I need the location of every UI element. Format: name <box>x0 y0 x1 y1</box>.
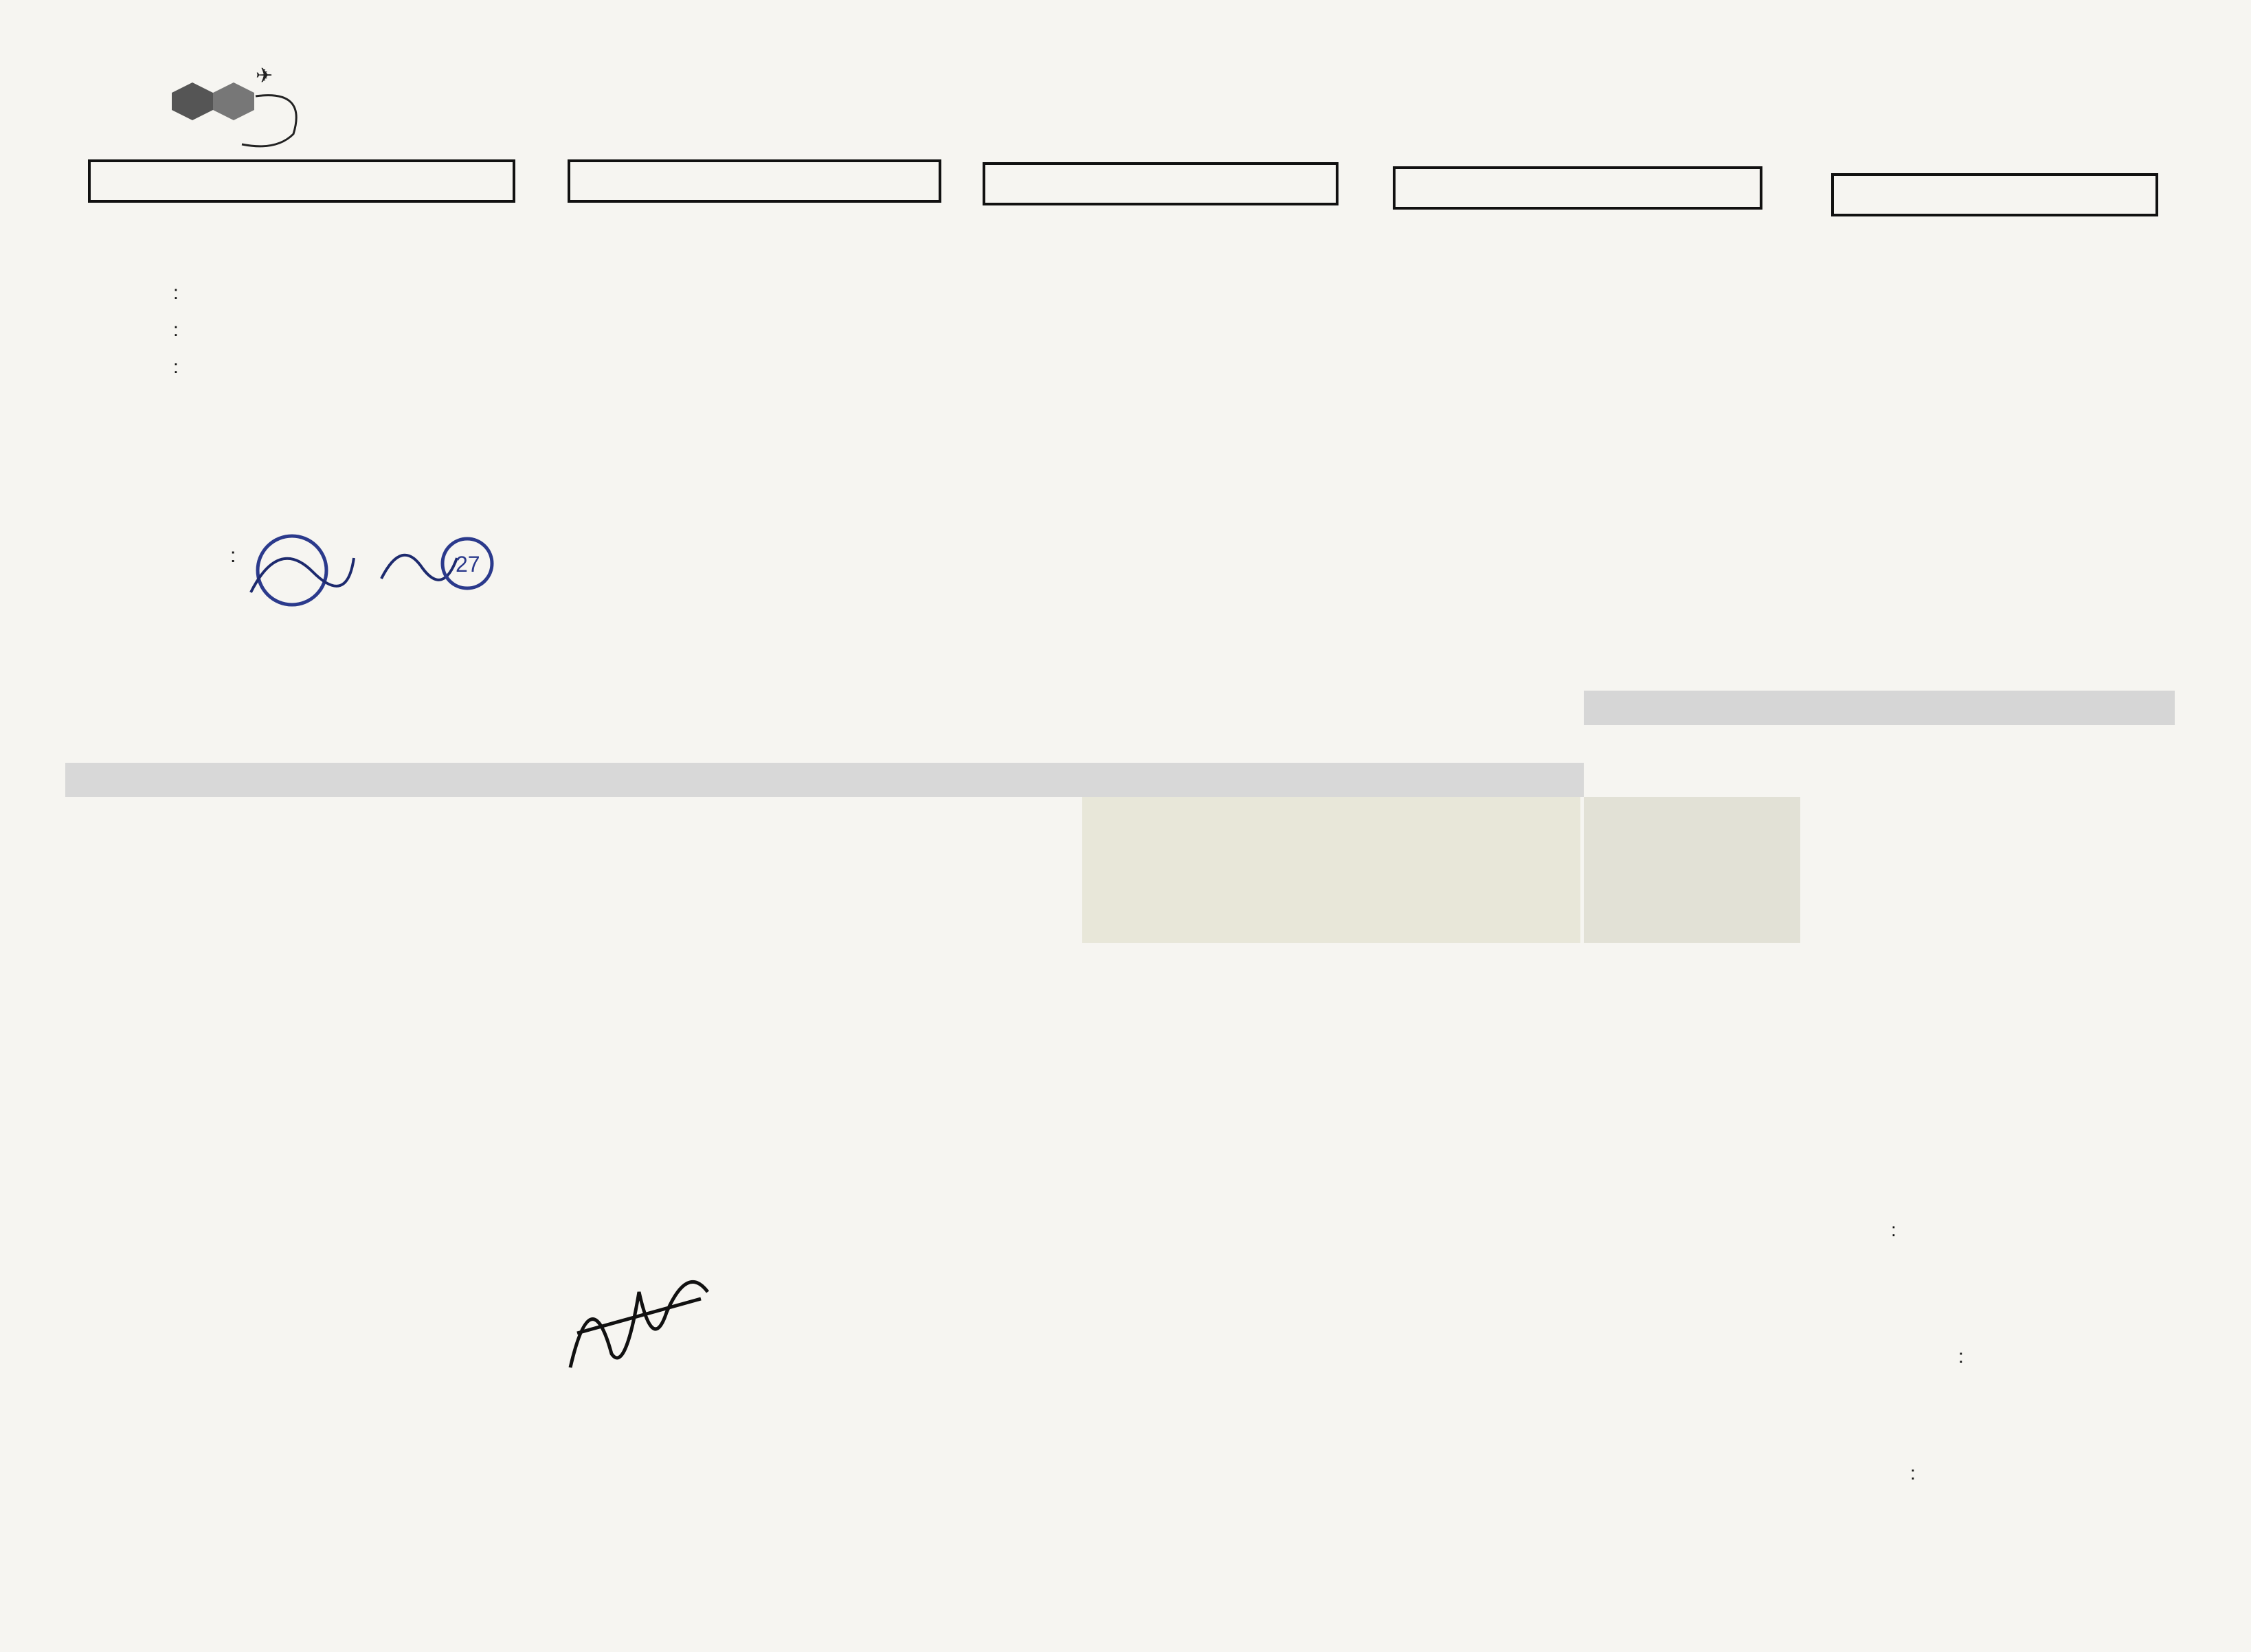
due-colon: : <box>1910 1462 1916 1484</box>
capt-colon: : <box>173 282 179 303</box>
type-insp-colon: : <box>1958 1346 1964 1367</box>
shaded-summary-strip <box>1584 691 2175 725</box>
eng-colon: : <box>173 356 179 377</box>
svg-text:✈: ✈ <box>256 65 273 87</box>
captain-signature <box>550 1251 728 1381</box>
copil-colon: : <box>173 319 179 340</box>
shaded-eng2-area <box>1082 797 1580 943</box>
shaded-aircraft-time-row <box>65 763 1584 797</box>
shaded-apu-area <box>1584 797 1800 943</box>
wash-date-colon: : <box>1891 1219 1896 1240</box>
crew-signature-stamp <box>237 531 512 620</box>
svg-text:27: 27 <box>456 552 480 577</box>
sign-stamp-colon: : <box>230 544 236 567</box>
